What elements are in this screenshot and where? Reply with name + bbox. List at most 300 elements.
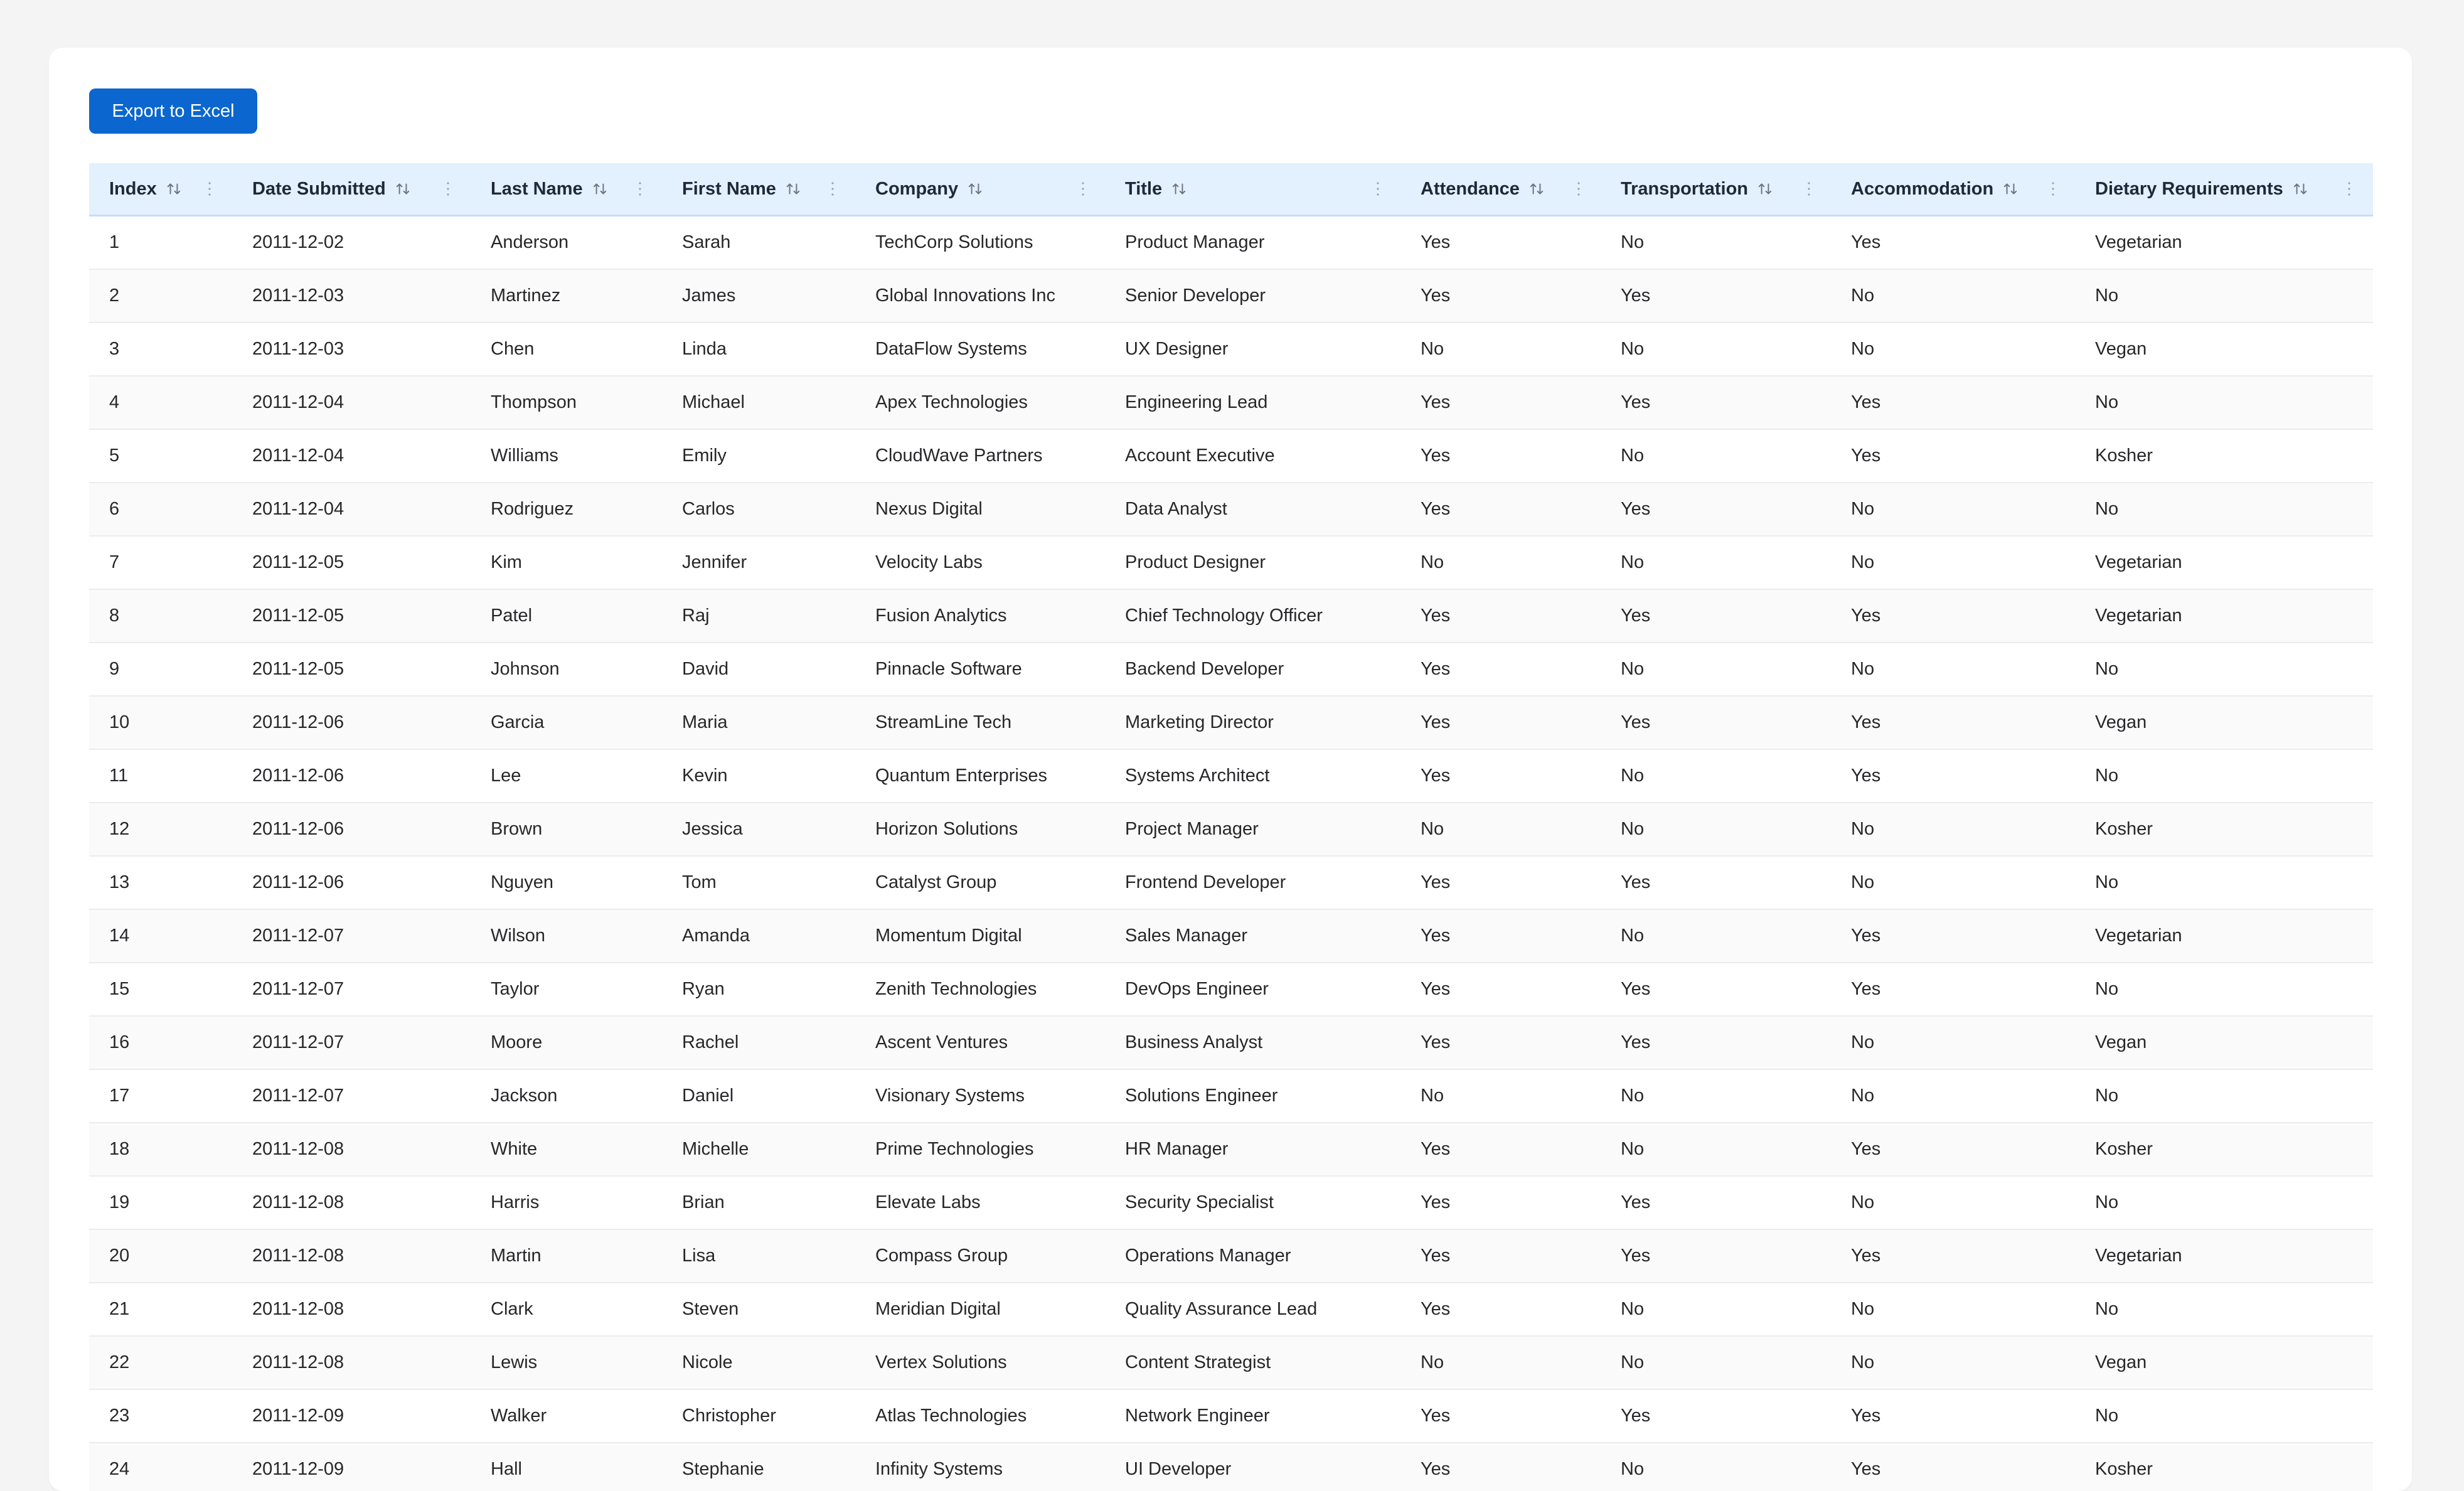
cell-title: Marketing Director xyxy=(1125,712,1274,732)
cell-accommodation: No xyxy=(1851,1352,1875,1372)
cell-index: 10 xyxy=(109,712,130,732)
cell-company: Zenith Technologies xyxy=(875,979,1037,999)
cell-title: Security Specialist xyxy=(1125,1192,1274,1212)
cell-company: CloudWave Partners xyxy=(875,446,1043,466)
cell-accommodation: Yes xyxy=(1851,1139,1881,1159)
cell-last-name: Rodriguez xyxy=(491,499,574,519)
table-row[interactable] xyxy=(89,1070,2373,1123)
sort-arrows-icon[interactable] xyxy=(2292,181,2308,197)
cell-title: Sales Manager xyxy=(1125,926,1248,946)
table-row[interactable] xyxy=(89,963,2373,1017)
cell-attendance: No xyxy=(1421,1352,1444,1372)
cell-title: Content Strategist xyxy=(1125,1352,1271,1372)
cell-transportation: Yes xyxy=(1621,392,1651,412)
column-header-company[interactable] xyxy=(875,163,983,215)
cell-attendance: Yes xyxy=(1421,659,1451,679)
cell-company: Vertex Solutions xyxy=(875,1352,1007,1372)
column-header-date-submitted[interactable] xyxy=(252,163,411,215)
cell-index: 21 xyxy=(109,1299,130,1319)
cell-dietary-requirements: Vegan xyxy=(2095,339,2147,359)
column-menu-icon[interactable] xyxy=(1806,180,1811,198)
cell-index: 11 xyxy=(109,766,129,786)
sort-arrows-icon[interactable] xyxy=(166,181,182,197)
cell-dietary-requirements: No xyxy=(2095,1406,2119,1426)
column-header-label: Accommodation xyxy=(1851,178,1994,199)
cell-attendance: Yes xyxy=(1421,1299,1451,1319)
cell-first-name: Tom xyxy=(682,872,717,892)
cell-title: Project Manager xyxy=(1125,819,1259,839)
column-header-first-name[interactable] xyxy=(682,163,801,215)
cell-dietary-requirements: Vegetarian xyxy=(2095,606,2182,626)
table-header-row xyxy=(89,163,2373,216)
cell-date-submitted: 2011-12-09 xyxy=(252,1459,344,1479)
cell-transportation: No xyxy=(1621,1459,1645,1479)
cell-index: 4 xyxy=(109,392,120,412)
cell-dietary-requirements: Kosher xyxy=(2095,819,2153,839)
cell-company: Catalyst Group xyxy=(875,872,997,892)
cell-company: Meridian Digital xyxy=(875,1299,1001,1319)
table-row[interactable] xyxy=(89,643,2373,697)
cell-last-name: Brown xyxy=(491,819,543,839)
cell-first-name: Jessica xyxy=(682,819,743,839)
cell-transportation: No xyxy=(1621,1299,1645,1319)
table-row[interactable] xyxy=(89,430,2373,483)
column-menu-icon[interactable] xyxy=(830,180,835,198)
cell-accommodation: No xyxy=(1851,339,1875,359)
cell-index: 20 xyxy=(109,1246,130,1266)
cell-title: Frontend Developer xyxy=(1125,872,1286,892)
cell-title: Product Designer xyxy=(1125,552,1266,572)
cell-last-name: Lee xyxy=(491,766,521,786)
column-header-label: Company xyxy=(875,178,959,199)
cell-last-name: Hall xyxy=(491,1459,522,1479)
cell-attendance: No xyxy=(1421,1086,1444,1106)
cell-first-name: Brian xyxy=(682,1192,725,1212)
cell-attendance: Yes xyxy=(1421,1139,1451,1159)
sort-arrows-icon[interactable] xyxy=(1757,181,1773,197)
column-header-title[interactable] xyxy=(1125,163,1187,215)
cell-index: 24 xyxy=(109,1459,130,1479)
cell-attendance: Yes xyxy=(1421,1246,1451,1266)
cell-first-name: Amanda xyxy=(682,926,750,946)
sort-arrows-icon[interactable] xyxy=(1528,181,1545,197)
cell-attendance: Yes xyxy=(1421,446,1451,466)
cell-last-name: Martinez xyxy=(491,286,561,306)
cell-last-name: Nguyen xyxy=(491,872,553,892)
cell-company: Apex Technologies xyxy=(875,392,1028,412)
cell-last-name: Williams xyxy=(491,446,558,466)
cell-attendance: Yes xyxy=(1421,766,1451,786)
cell-transportation: No xyxy=(1621,1086,1645,1106)
cell-last-name: Patel xyxy=(491,606,533,626)
table-row[interactable] xyxy=(89,377,2373,430)
cell-transportation: Yes xyxy=(1621,712,1651,732)
cell-title: Business Analyst xyxy=(1125,1032,1263,1052)
cell-index: 1 xyxy=(109,232,120,252)
cell-transportation: No xyxy=(1621,926,1645,946)
column-header-index[interactable] xyxy=(109,163,182,215)
cell-dietary-requirements: No xyxy=(2095,286,2119,306)
cell-index: 8 xyxy=(109,606,120,626)
cell-index: 19 xyxy=(109,1192,130,1212)
cell-company: Pinnacle Software xyxy=(875,659,1022,679)
cell-transportation: No xyxy=(1621,766,1645,786)
cell-last-name: Johnson xyxy=(491,659,560,679)
cell-first-name: David xyxy=(682,659,729,679)
cell-dietary-requirements: No xyxy=(2095,659,2119,679)
cell-accommodation: Yes xyxy=(1851,926,1881,946)
cell-index: 9 xyxy=(109,659,120,679)
cell-last-name: Garcia xyxy=(491,712,545,732)
cell-accommodation: Yes xyxy=(1851,392,1881,412)
sort-arrows-icon[interactable] xyxy=(592,181,608,197)
cell-company: Fusion Analytics xyxy=(875,606,1007,626)
column-header-label: Attendance xyxy=(1421,178,1520,199)
table-row[interactable] xyxy=(89,1230,2373,1283)
cell-first-name: Michelle xyxy=(682,1139,749,1159)
column-header-label: First Name xyxy=(682,178,776,199)
cell-company: Compass Group xyxy=(875,1246,1008,1266)
cell-transportation: No xyxy=(1621,1139,1645,1159)
column-menu-icon[interactable] xyxy=(2051,180,2056,198)
cell-transportation: No xyxy=(1621,446,1645,466)
cell-title: Data Analyst xyxy=(1125,499,1227,519)
cell-first-name: Steven xyxy=(682,1299,739,1319)
cell-date-submitted: 2011-12-08 xyxy=(252,1246,344,1266)
cell-company: Horizon Solutions xyxy=(875,819,1018,839)
cell-accommodation: No xyxy=(1851,872,1875,892)
cell-first-name: Linda xyxy=(682,339,727,359)
cell-dietary-requirements: No xyxy=(2095,766,2119,786)
cell-attendance: Yes xyxy=(1421,926,1451,946)
export-to-excel-button[interactable]: Export to Excel xyxy=(89,88,257,134)
cell-transportation: No xyxy=(1621,819,1645,839)
cell-index: 23 xyxy=(109,1406,130,1426)
cell-index: 5 xyxy=(109,446,120,466)
cell-date-submitted: 2011-12-06 xyxy=(252,819,344,839)
cell-transportation: Yes xyxy=(1621,1406,1651,1426)
table-row[interactable] xyxy=(89,270,2373,323)
cell-index: 6 xyxy=(109,499,120,519)
cell-date-submitted: 2011-12-04 xyxy=(252,499,344,519)
table-row[interactable] xyxy=(89,1337,2373,1390)
cell-date-submitted: 2011-12-03 xyxy=(252,339,344,359)
cell-first-name: Carlos xyxy=(682,499,735,519)
table-row[interactable] xyxy=(89,537,2373,590)
cell-first-name: James xyxy=(682,286,736,306)
cell-last-name: Kim xyxy=(491,552,522,572)
cell-transportation: Yes xyxy=(1621,979,1651,999)
cell-dietary-requirements: Kosher xyxy=(2095,1139,2153,1159)
cell-accommodation: Yes xyxy=(1851,1459,1881,1479)
cell-attendance: No xyxy=(1421,552,1444,572)
cell-transportation: Yes xyxy=(1621,286,1651,306)
cell-last-name: Chen xyxy=(491,339,535,359)
cell-attendance: Yes xyxy=(1421,499,1451,519)
cell-attendance: Yes xyxy=(1421,1459,1451,1479)
cell-transportation: Yes xyxy=(1621,499,1651,519)
cell-accommodation: No xyxy=(1851,1032,1875,1052)
cell-dietary-requirements: Vegetarian xyxy=(2095,232,2182,252)
cell-last-name: Thompson xyxy=(491,392,577,412)
cell-title: HR Manager xyxy=(1125,1139,1229,1159)
table-row[interactable] xyxy=(89,1283,2373,1337)
cell-date-submitted: 2011-12-05 xyxy=(252,606,344,626)
cell-index: 18 xyxy=(109,1139,130,1159)
cell-date-submitted: 2011-12-06 xyxy=(252,766,344,786)
table-row[interactable] xyxy=(89,1177,2373,1230)
table-body xyxy=(89,216,2373,1491)
cell-last-name: Clark xyxy=(491,1299,533,1319)
cell-first-name: Sarah xyxy=(682,232,731,252)
cell-date-submitted: 2011-12-02 xyxy=(252,232,344,252)
cell-date-submitted: 2011-12-07 xyxy=(252,979,344,999)
cell-dietary-requirements: Kosher xyxy=(2095,1459,2153,1479)
cell-company: Momentum Digital xyxy=(875,926,1022,946)
cell-first-name: Daniel xyxy=(682,1086,734,1106)
cell-company: Global Innovations Inc xyxy=(875,286,1055,306)
content-card xyxy=(49,48,2412,1491)
cell-title: Quality Assurance Lead xyxy=(1125,1299,1318,1319)
column-menu-icon[interactable] xyxy=(1375,180,1380,198)
cell-dietary-requirements: No xyxy=(2095,979,2119,999)
table-row[interactable] xyxy=(89,910,2373,963)
cell-company: DataFlow Systems xyxy=(875,339,1027,359)
cell-company: Infinity Systems xyxy=(875,1459,1003,1479)
column-menu-icon[interactable] xyxy=(637,180,643,198)
table-row[interactable] xyxy=(89,750,2373,803)
cell-last-name: Jackson xyxy=(491,1086,558,1106)
sort-arrows-icon[interactable] xyxy=(967,181,983,197)
cell-last-name: Martin xyxy=(491,1246,541,1266)
cell-first-name: Nicole xyxy=(682,1352,733,1372)
cell-title: Solutions Engineer xyxy=(1125,1086,1278,1106)
cell-transportation: No xyxy=(1621,659,1645,679)
cell-first-name: Stephanie xyxy=(682,1459,764,1479)
cell-title: Systems Architect xyxy=(1125,766,1270,786)
cell-first-name: Emily xyxy=(682,446,727,466)
cell-accommodation: Yes xyxy=(1851,979,1881,999)
table-row[interactable] xyxy=(89,216,2373,270)
cell-dietary-requirements: No xyxy=(2095,1086,2119,1106)
cell-accommodation: No xyxy=(1851,499,1875,519)
cell-accommodation: Yes xyxy=(1851,446,1881,466)
cell-index: 15 xyxy=(109,979,130,999)
column-header-last-name[interactable] xyxy=(491,163,608,215)
cell-attendance: No xyxy=(1421,339,1444,359)
table-row[interactable] xyxy=(89,1443,2373,1491)
cell-title: Chief Technology Officer xyxy=(1125,606,1323,626)
cell-dietary-requirements: No xyxy=(2095,1299,2119,1319)
cell-accommodation: No xyxy=(1851,1299,1875,1319)
cell-index: 3 xyxy=(109,339,120,359)
cell-index: 13 xyxy=(109,872,130,892)
cell-attendance: Yes xyxy=(1421,392,1451,412)
table-row[interactable] xyxy=(89,483,2373,537)
cell-first-name: Rachel xyxy=(682,1032,739,1052)
cell-date-submitted: 2011-12-06 xyxy=(252,872,344,892)
cell-last-name: Moore xyxy=(491,1032,543,1052)
cell-accommodation: Yes xyxy=(1851,606,1881,626)
cell-attendance: Yes xyxy=(1421,232,1451,252)
cell-date-submitted: 2011-12-05 xyxy=(252,552,344,572)
cell-transportation: No xyxy=(1621,339,1645,359)
cell-accommodation: Yes xyxy=(1851,1406,1881,1426)
table-row[interactable] xyxy=(89,697,2373,750)
cell-date-submitted: 2011-12-05 xyxy=(252,659,344,679)
sort-arrows-icon[interactable] xyxy=(785,181,801,197)
column-header-label: Last Name xyxy=(491,178,583,199)
cell-company: Elevate Labs xyxy=(875,1192,981,1212)
cell-transportation: Yes xyxy=(1621,1032,1651,1052)
table-row[interactable] xyxy=(89,323,2373,377)
cell-attendance: Yes xyxy=(1421,712,1451,732)
cell-attendance: Yes xyxy=(1421,286,1451,306)
column-header-label: Index xyxy=(109,178,157,199)
column-header-attendance[interactable] xyxy=(1421,163,1545,215)
cell-date-submitted: 2011-12-07 xyxy=(252,1086,344,1106)
cell-index: 2 xyxy=(109,286,120,306)
cell-accommodation: No xyxy=(1851,659,1875,679)
column-menu-icon[interactable] xyxy=(2347,180,2352,198)
cell-title: Engineering Lead xyxy=(1125,392,1268,412)
cell-company: Visionary Systems xyxy=(875,1086,1025,1106)
cell-company: Quantum Enterprises xyxy=(875,766,1048,786)
cell-title: Product Manager xyxy=(1125,232,1265,252)
table-row[interactable] xyxy=(89,857,2373,910)
cell-date-submitted: 2011-12-06 xyxy=(252,712,344,732)
cell-attendance: Yes xyxy=(1421,1406,1451,1426)
cell-date-submitted: 2011-12-07 xyxy=(252,926,344,946)
cell-dietary-requirements: No xyxy=(2095,1192,2119,1212)
cell-date-submitted: 2011-12-08 xyxy=(252,1139,344,1159)
cell-company: TechCorp Solutions xyxy=(875,232,1033,252)
cell-dietary-requirements: No xyxy=(2095,499,2119,519)
column-header-dietary-requirements[interactable] xyxy=(2095,163,2308,215)
cell-attendance: Yes xyxy=(1421,606,1451,626)
cell-company: Prime Technologies xyxy=(875,1139,1034,1159)
table-row[interactable] xyxy=(89,1123,2373,1177)
cell-transportation: No xyxy=(1621,1352,1645,1372)
table-row[interactable] xyxy=(89,803,2373,857)
column-header-label: Transportation xyxy=(1621,178,1749,199)
cell-accommodation: No xyxy=(1851,552,1875,572)
column-header-label: Date Submitted xyxy=(252,178,386,199)
cell-accommodation: Yes xyxy=(1851,232,1881,252)
table-row[interactable] xyxy=(89,1390,2373,1443)
cell-last-name: White xyxy=(491,1139,538,1159)
cell-date-submitted: 2011-12-03 xyxy=(252,286,344,306)
cell-attendance: Yes xyxy=(1421,1032,1451,1052)
column-header-accommodation[interactable] xyxy=(1851,163,2019,215)
cell-accommodation: Yes xyxy=(1851,766,1881,786)
sort-arrows-icon[interactable] xyxy=(1171,181,1187,197)
cell-last-name: Anderson xyxy=(491,232,569,252)
cell-company: Nexus Digital xyxy=(875,499,983,519)
cell-last-name: Harris xyxy=(491,1192,540,1212)
cell-index: 16 xyxy=(109,1032,130,1052)
cell-transportation: No xyxy=(1621,232,1645,252)
column-header-transportation[interactable] xyxy=(1621,163,1773,215)
cell-company: Ascent Ventures xyxy=(875,1032,1008,1052)
cell-transportation: No xyxy=(1621,552,1645,572)
cell-title: Account Executive xyxy=(1125,446,1275,466)
cell-date-submitted: 2011-12-04 xyxy=(252,392,344,412)
cell-transportation: Yes xyxy=(1621,1246,1651,1266)
sort-arrows-icon[interactable] xyxy=(395,181,411,197)
cell-title: UX Designer xyxy=(1125,339,1229,359)
cell-transportation: Yes xyxy=(1621,1192,1651,1212)
cell-index: 17 xyxy=(109,1086,130,1106)
cell-first-name: Lisa xyxy=(682,1246,716,1266)
cell-index: 22 xyxy=(109,1352,130,1372)
cell-accommodation: No xyxy=(1851,1192,1875,1212)
cell-dietary-requirements: Vegetarian xyxy=(2095,926,2182,946)
cell-dietary-requirements: Vegetarian xyxy=(2095,552,2182,572)
cell-index: 7 xyxy=(109,552,120,572)
cell-attendance: Yes xyxy=(1421,872,1451,892)
cell-title: Senior Developer xyxy=(1125,286,1266,306)
cell-last-name: Walker xyxy=(491,1406,547,1426)
cell-title: Operations Manager xyxy=(1125,1246,1291,1266)
table-row[interactable] xyxy=(89,590,2373,643)
cell-transportation: Yes xyxy=(1621,606,1651,626)
cell-company: StreamLine Tech xyxy=(875,712,1012,732)
cell-dietary-requirements: Vegan xyxy=(2095,712,2147,732)
cell-title: Backend Developer xyxy=(1125,659,1284,679)
cell-transportation: Yes xyxy=(1621,872,1651,892)
cell-date-submitted: 2011-12-08 xyxy=(252,1192,344,1212)
cell-first-name: Raj xyxy=(682,606,710,626)
cell-dietary-requirements: No xyxy=(2095,392,2119,412)
sort-arrows-icon[interactable] xyxy=(2002,181,2019,197)
column-menu-icon[interactable] xyxy=(207,180,212,198)
column-menu-icon[interactable] xyxy=(1080,180,1085,198)
table-row[interactable] xyxy=(89,1017,2373,1070)
cell-date-submitted: 2011-12-07 xyxy=(252,1032,344,1052)
cell-dietary-requirements: Kosher xyxy=(2095,446,2153,466)
cell-last-name: Wilson xyxy=(491,926,546,946)
cell-last-name: Lewis xyxy=(491,1352,538,1372)
cell-title: Network Engineer xyxy=(1125,1406,1270,1426)
cell-date-submitted: 2011-12-08 xyxy=(252,1299,344,1319)
cell-first-name: Ryan xyxy=(682,979,725,999)
cell-index: 12 xyxy=(109,819,130,839)
cell-date-submitted: 2011-12-04 xyxy=(252,446,344,466)
cell-company: Velocity Labs xyxy=(875,552,983,572)
cell-first-name: Kevin xyxy=(682,766,728,786)
cell-date-submitted: 2011-12-08 xyxy=(252,1352,344,1372)
cell-first-name: Maria xyxy=(682,712,728,732)
cell-dietary-requirements: No xyxy=(2095,872,2119,892)
cell-accommodation: No xyxy=(1851,1086,1875,1106)
cell-title: DevOps Engineer xyxy=(1125,979,1269,999)
cell-attendance: No xyxy=(1421,819,1444,839)
column-header-label: Title xyxy=(1125,178,1163,199)
cell-first-name: Michael xyxy=(682,392,745,412)
cell-index: 14 xyxy=(109,926,130,946)
cell-date-submitted: 2011-12-09 xyxy=(252,1406,344,1426)
cell-accommodation: Yes xyxy=(1851,712,1881,732)
cell-accommodation: No xyxy=(1851,286,1875,306)
cell-last-name: Taylor xyxy=(491,979,540,999)
cell-first-name: Christopher xyxy=(682,1406,776,1426)
cell-accommodation: Yes xyxy=(1851,1246,1881,1266)
column-menu-icon[interactable] xyxy=(445,180,451,198)
cell-attendance: Yes xyxy=(1421,979,1451,999)
column-menu-icon[interactable] xyxy=(1576,180,1581,198)
cell-title: UI Developer xyxy=(1125,1459,1232,1479)
